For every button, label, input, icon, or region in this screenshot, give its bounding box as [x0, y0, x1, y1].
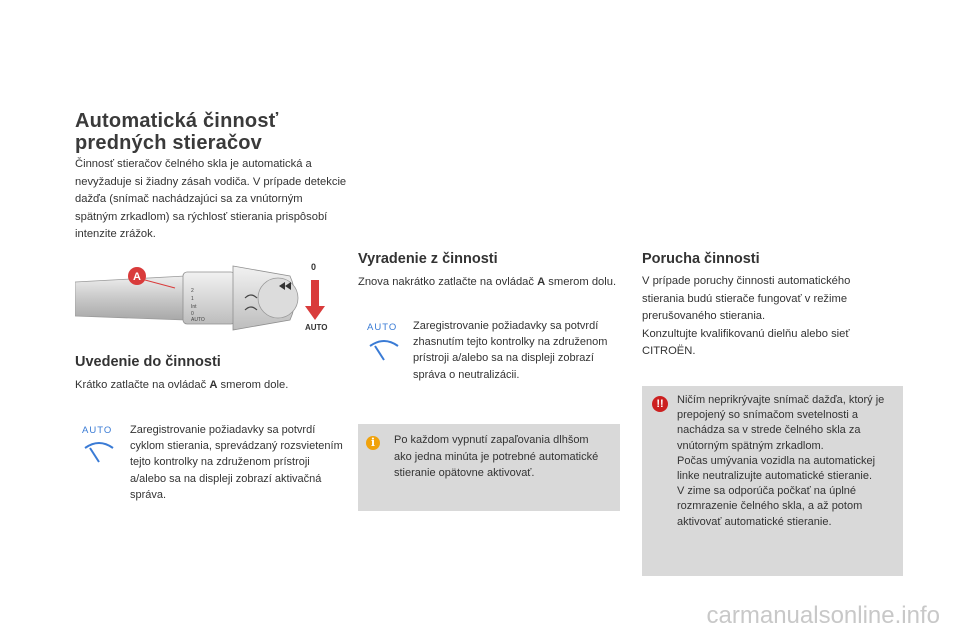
failure-heading: Porucha činnosti: [642, 251, 760, 267]
deactivation-heading: Vyradenie z činnosti: [358, 251, 498, 267]
push-down-arrow-icon: [305, 280, 325, 320]
info-note-text: Po každom vypnutí zapaľovania dlhšom ako jedna minúta je potrebné automatické stieranie opätovne aktivovať.: [394, 434, 599, 479]
svg-text:2: 2: [191, 288, 194, 294]
activation-text-suffix: smerom dole.: [217, 379, 289, 391]
activation-text-prefix: Krátko zatlačte na ovládač: [75, 379, 210, 391]
svg-text:AUTO: AUTO: [191, 317, 205, 323]
callout-a-label: A: [133, 271, 141, 283]
warning-icon: !!: [652, 396, 668, 412]
svg-text:0: 0: [191, 311, 194, 317]
intro-paragraph: Činnosť stieračov čelného skla je automatická a nevyžaduje si žiadny zásah vodiča. V prípade detekcie dažďa (snímač nachádzajúci sa za vnútorným spätným zrkadlom) sa rýchlosť stierania prispôsobí intenzite zrážok.: [75, 158, 347, 240]
activation-text: [75, 377, 345, 395]
title-line-2: predných stieračov: [75, 132, 263, 154]
title-line-1: Automatická činnosť: [75, 110, 279, 132]
deactivation-text-prefix: Znova nakrátko zatlačte na ovládač: [358, 276, 538, 288]
watermark: carmanualsonline.info: [706, 602, 940, 629]
info-icon: i: [366, 436, 380, 450]
svg-text:Int: Int: [191, 304, 197, 310]
auto-warning-light-label: AUTO: [82, 425, 113, 436]
deactivation-text: [358, 274, 618, 292]
activation-heading: Uvedenie do činnosti: [75, 354, 221, 370]
deactivation-text-suffix: smerom dolu.: [545, 276, 617, 288]
svg-text:1: 1: [191, 296, 194, 302]
wiper-auto-icon: [82, 440, 116, 464]
stalk-body: [75, 276, 185, 320]
warning-note-text: Ničím neprikrývajte snímač dažďa, ktorý je prepojený so snímačom svetelnosti a nachádza sa v strede čelného skla za vnútorným spätným zrkadlom. Počas umývania vozidla na automatickej linke neutralizujte automatické stieranie. V zime sa odporúča počkať na úplné rozmrazenie čelného skla, a až potom aktivovať automatické stieranie.: [677, 394, 885, 528]
position-zero-label: 0: [311, 262, 317, 272]
auto-warning-light-label-2: AUTO: [367, 322, 398, 333]
activation-confirmation-text: Zaregistrovanie požiadavky sa potvrdí cyklom stierania, sprevádzaný rozsvietením tejto kontrolky na združenom prístroji a/alebo sa na displeji zobrazí aktivačná správa.: [130, 424, 343, 501]
failure-text: V prípade poruchy činnosti automatického stierania budú stierače fungovať v režime prerušovaného stierania. Konzultujte kvalifikovanú dielňu alebo sieť CITROËN.: [642, 275, 851, 357]
deactivation-confirmation-text: Zaregistrovanie požiadavky sa potvrdí zhasnutím tejto kontrolky na združenom prístroji a/alebo sa na displeji zobrazí správa o neutralizácii.: [413, 320, 608, 381]
activation-control-letter: A: [209, 379, 218, 391]
wiper-auto-icon-2: [367, 338, 401, 362]
page-title: [75, 110, 375, 154]
deactivation-control-letter: A: [537, 276, 546, 288]
wiper-stalk-illustration: [75, 258, 335, 338]
auto-position-label: AUTO: [305, 323, 328, 332]
